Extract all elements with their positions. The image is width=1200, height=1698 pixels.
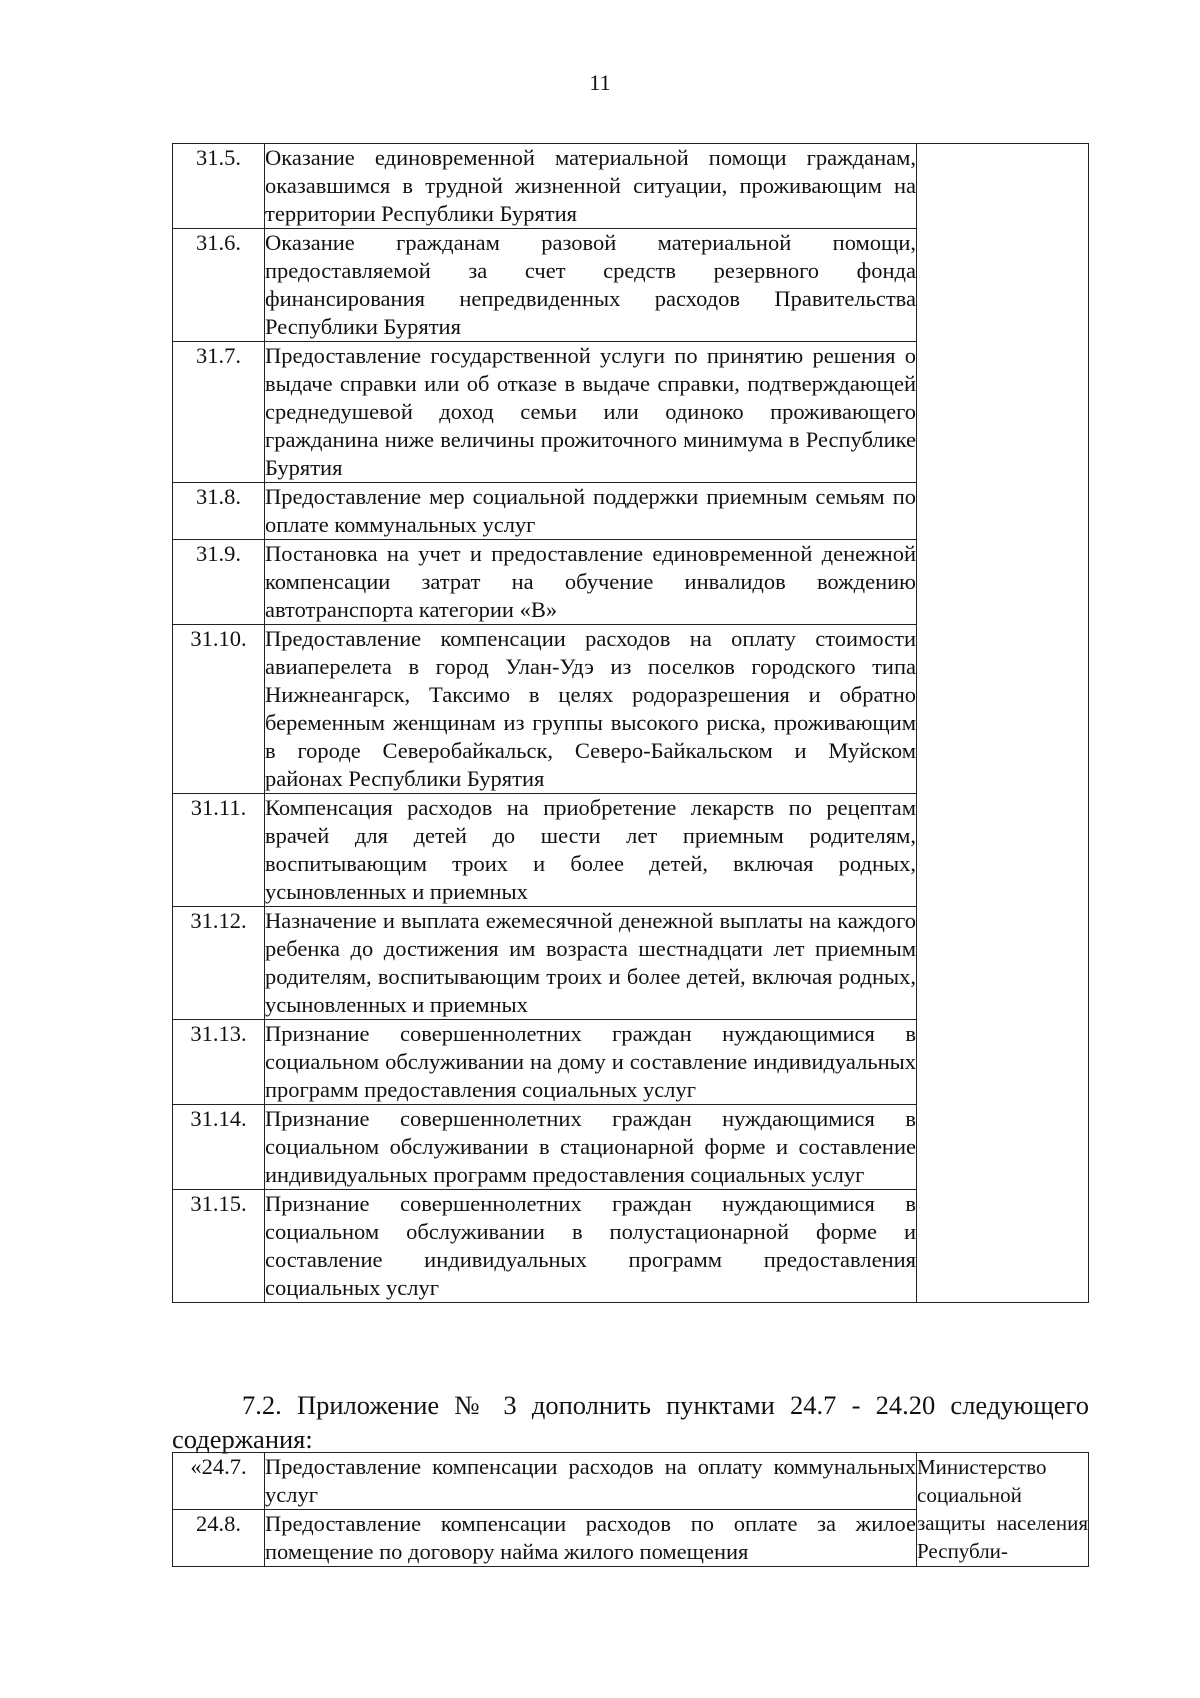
row-number: 31.14. xyxy=(173,1105,265,1190)
table-row xyxy=(173,144,1089,229)
row-text: Оказание гражданам разовой материальной помощи, предоставляемой за счет средств резервного фонда финансирования непредвиденных расходов Правительства Республики Бурятия xyxy=(265,229,917,342)
row-number: 31.15. xyxy=(173,1190,265,1303)
row-text: Предоставление государственной услуги по принятию решения о выдаче справки или об отказе в выдаче справки, подтверждающей среднедушевой доход семьи или одиноко проживающего гражданина ниже величины прожиточного минимума в Республике Бурятия xyxy=(265,342,917,483)
services-table-section-24 xyxy=(172,1452,1089,1567)
services-table-section-31 xyxy=(172,143,1089,1303)
responsible-ministry: Министерство социальной защиты населения Республи- xyxy=(917,1453,1089,1567)
row-number: 31.10. xyxy=(173,625,265,794)
row-number: 24.8. xyxy=(173,1510,265,1567)
row-text: Предоставление компенсации расходов на оплату стоимости авиаперелета в город Улан-Удэ из поселков городского типа Нижнеангарск, Таксимо в целях родоразрешения и обратно беременным женщинам из группы высокого риска, проживающим в городе Северобайкальск, Северо-Байкальском и Муйском районах Республики Бурятия xyxy=(265,625,917,794)
row-number: 31.5. xyxy=(173,144,265,229)
row-number: 31.8. xyxy=(173,483,265,540)
responsible-cell-empty xyxy=(917,144,1089,1303)
row-number: 31.11. xyxy=(173,794,265,907)
row-number: 31.7. xyxy=(173,342,265,483)
row-text: Предоставление компенсации расходов на оплату коммунальных услуг xyxy=(265,1453,917,1510)
table-row xyxy=(173,1453,1089,1510)
row-number: «24.7. xyxy=(173,1453,265,1510)
row-text: Назначение и выплата ежемесячной денежной выплаты на каждого ребенка до достижения им возраста шестнадцати лет приемным родителям, воспитывающим троих и более детей, включая родных, усыновленных и приемных xyxy=(265,907,917,1020)
row-number: 31.13. xyxy=(173,1020,265,1105)
row-text: Компенсация расходов на приобретение лекарств по рецептам врачей для детей до шести лет приемным родителям, воспитывающим троих и более детей, включая родных, усыновленных и приемных xyxy=(265,794,917,907)
row-text: Предоставление компенсации расходов по оплате за жилое помещение по договору найма жилого помещения xyxy=(265,1510,917,1567)
row-number: 31.9. xyxy=(173,540,265,625)
page-number: 11 xyxy=(589,70,611,95)
row-text: Признание совершеннолетних граждан нуждающимися в социальном обслуживании в стационарной форме и составление индивидуальных программ предоставления социальных услуг xyxy=(265,1105,917,1190)
row-text: Оказание единовременной материальной помощи гражданам, оказавшимся в трудной жизненной ситуации, проживающим на территории Республики Бурятия xyxy=(265,144,917,229)
row-text: Предоставление мер социальной поддержки приемным семьям по оплате коммунальных услуг xyxy=(265,483,917,540)
row-text: Признание совершеннолетних граждан нуждающимися в социальном обслуживании на дому и составление индивидуальных программ предоставления социальных услуг xyxy=(265,1020,917,1105)
row-number: 31.6. xyxy=(173,229,265,342)
row-text: Признание совершеннолетних граждан нуждающимися в социальном обслуживании в полустационарной форме и составление индивидуальных программ предоставления социальных услуг xyxy=(265,1190,917,1303)
row-number: 31.12. xyxy=(173,907,265,1020)
row-text: Постановка на учет и предоставление единовременной денежной компенсации затрат на обучение инвалидов вождению автотранспорта категории «В» xyxy=(265,540,917,625)
section-7-2-paragraph: 7.2. Приложение № 3 дополнить пунктами 24.7 - 24.20 следующего содержания: xyxy=(172,1389,1089,1454)
